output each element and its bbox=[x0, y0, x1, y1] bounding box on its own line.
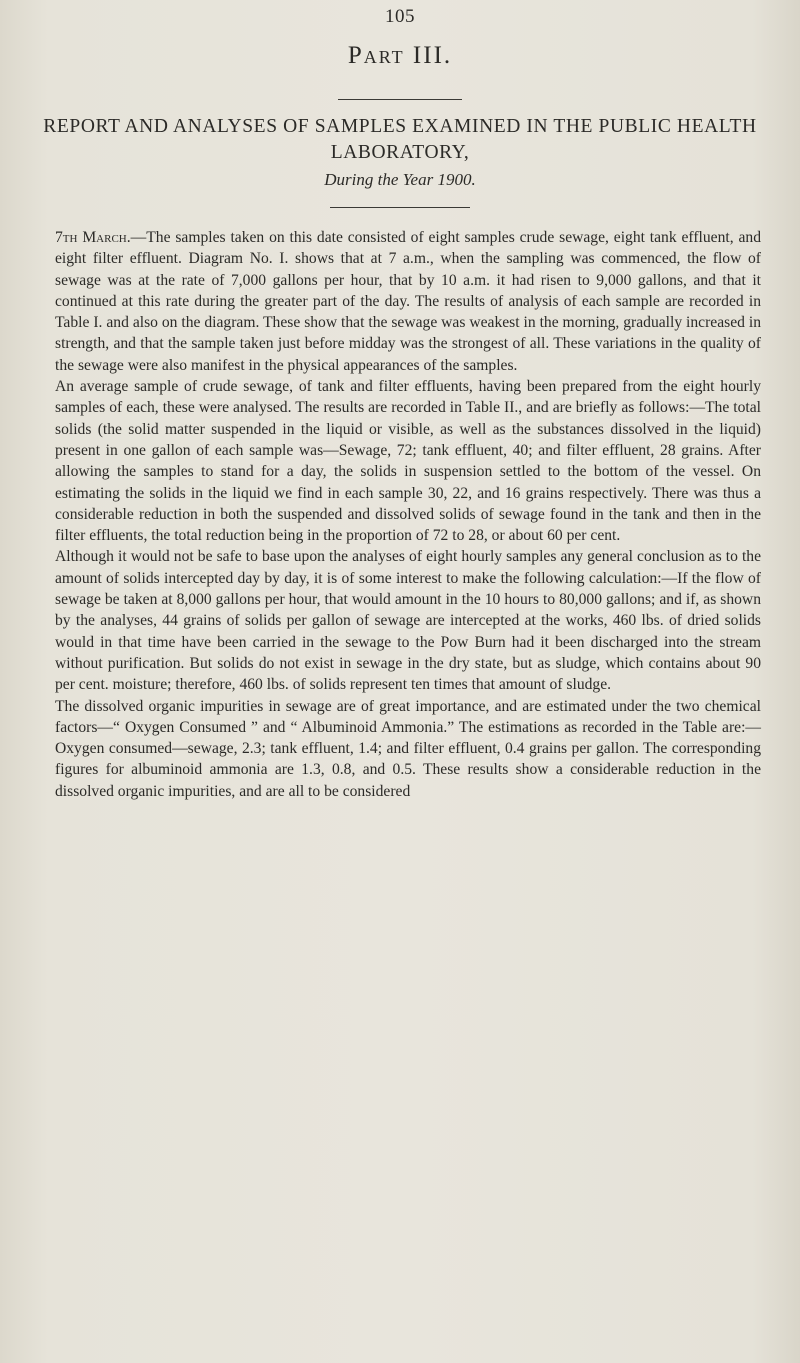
report-body bbox=[55, 227, 761, 802]
paragraph-4: The dissolved organic impurities in sewage are of great importance, and are estimated under the two chemical factors—“ Oxygen Consumed ” and “ Albuminoid Ammonia.” The estimations as recorded in the Table are:—Oxygen consumed—sewage, 2.3; tank effluent, 1.4; and filter effluent, 0.4 grains per gallon. The corresponding figures for albuminoid ammonia are 1.3, 0.8, and 0.5. These results show a considerable reduction in the dissolved organic impurities, and are all to be considered bbox=[55, 697, 761, 800]
page-number: 105 bbox=[385, 6, 415, 27]
paragraph-1 bbox=[55, 227, 761, 376]
subtitle-rule bbox=[330, 207, 470, 208]
section-date: 7th March. bbox=[55, 229, 131, 246]
paragraph-3: Although it would not be safe to base upon the analyses of eight hourly samples any general conclusion as to the amount of solids intercepted day by day, it is of some interest to make the following calculation:—If the flow of sewage be taken at 8,000 gallons per hour, that would amount in the 10 hours to 80,000 gallons; and if, as shown by the analyses, 44 grains of solids per gallon of sewage are intercepted at the works, 460 lbs. of dried solids would in that time have been carried in the sewage to the Pow Burn had it been discharged into the stream without purification. But solids do not exist in sewage in the dry state, but as sludge, which contains about 90 per cent. moisture; therefore, 460 lbs. of solids represent ten times that amount of sludge. bbox=[55, 548, 761, 694]
paragraph-2: An average sample of crude sewage, of tank and filter effluents, having been prepared from the eight hourly samples of each, these were analysed. The results are recorded in Table II., and are briefly as follows:—The total solids (the solid matter suspended in the liquid or visible, as well as the substances dissolved in the liquid) present in one gallon of each sample was—Sewage, 72; tank effluent, 40; and filter effluent, 28 grains. After allowing the samples to stand for a day, the solids in suspension settled to the bottom of the vessel. On estimating the solids in the liquid we find in each sample 30, 22, and 16 grains respectively. There was thus a considerable reduction in both the suspended and dissolved solids of sewage found in the tank and then in the filter effluents, the total reduction being in the proportion of 72 to 28, or about 60 per cent. bbox=[55, 378, 761, 545]
heading-rule bbox=[338, 99, 462, 100]
report-title: REPORT AND ANALYSES OF SAMPLES EXAMINED IN THE PUBLIC HEALTH LABORATORY, bbox=[43, 116, 757, 163]
paragraph-1-text: —The samples taken on this date consisted of eight samples crude sewage, eight tank effluent, and eight filter effluent. Diagram No. I. shows that at 7 a.m., when the sampling was commenced, the flow of sewage was at the rate of 7,000 gallons per hour, that by 10 a.m. it had risen to 9,000 gallons, and that it continued at this rate during the greater part of the day. The results of analysis of each sample are recorded in Table I. and also on the diagram. These show that the sewage was weakest in the morning, gradually increased in strength, and that the sample taken just before midday was the strongest of all. These variations in the quality of the sewage were also manifest in the physical appearances of the samples. bbox=[55, 229, 761, 374]
part-heading: Part III. bbox=[347, 42, 453, 69]
report-subtitle: During the Year 1900. bbox=[324, 170, 476, 189]
